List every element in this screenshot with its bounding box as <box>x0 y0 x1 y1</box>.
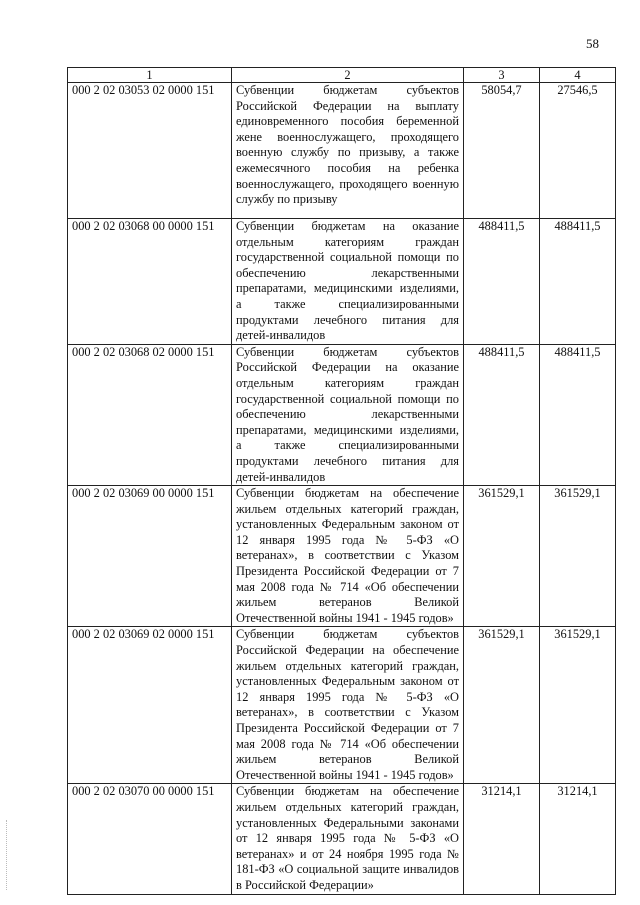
description: Субвенции бюджетам субъектов Российской Федерации на обеспечение жильем отдельных категорий граждан, установленных Федеральным законом от 12 января 1995 года № 5-ФЗ «О ветеранах», в соответствии с Указом Президента Российской Федерации от 7 мая 2008 года № 714 «Об обеспечении жильем ветеранов Великой Отечественной войны 1941 - 1945 годов» <box>232 627 464 784</box>
page-number: 58 <box>586 36 599 51</box>
value-column-3: 58054,7 <box>464 83 540 219</box>
table-header <box>68 68 616 83</box>
budget-code: 000 2 02 03070 00 0000 151 <box>68 784 232 894</box>
budget-code: 000 2 02 03053 02 0000 151 <box>68 83 232 219</box>
table-body <box>68 83 616 895</box>
column-header-1: 1 <box>68 68 232 83</box>
value-column-4: 361529,1 <box>540 486 616 627</box>
description: Субвенции бюджетам на обеспечение жильем отдельных категорий граждан, установленных Федеральными законами от 12 января 1995 года № 5-ФЗ «О ветеранах» и от 24 ноября 1995 года № 181-ФЗ «О социальной защите инвалидов в Российской Федерации» <box>232 784 464 894</box>
description: Субвенции бюджетам на оказание отдельным категориям граждан государственной социальной помощи по обеспечению лекарственными препаратами, медицинскими изделиями, а также специализированными продуктами лечебного питания для детей-инвалидов <box>232 219 464 345</box>
value-column-4: 488411,5 <box>540 344 616 485</box>
header-row <box>68 68 616 83</box>
description: Субвенции бюджетам на обеспечение жильем отдельных категорий граждан, установленных Федеральным законом от 12 января 1995 года № 5-ФЗ «О ветеранах», в соответствии с Указом Президента Российской Федерации от 7 мая 2008 года № 714 «Об обеспечении жильем ветеранов Великой Отечественной войны 1941 - 1945 годов» <box>232 486 464 627</box>
table-row <box>68 83 616 219</box>
table-row <box>68 486 616 627</box>
table-row <box>68 784 616 894</box>
budget-code: 000 2 02 03069 02 0000 151 <box>68 627 232 784</box>
value-column-4: 488411,5 <box>540 219 616 345</box>
column-header-4: 4 <box>540 68 616 83</box>
column-header-3: 3 <box>464 68 540 83</box>
budget-code: 000 2 02 03069 00 0000 151 <box>68 486 232 627</box>
column-header-2: 2 <box>232 68 464 83</box>
value-column-3: 488411,5 <box>464 344 540 485</box>
value-column-4: 31214,1 <box>540 784 616 894</box>
table-row <box>68 344 616 485</box>
budget-code: 000 2 02 03068 00 0000 151 <box>68 219 232 345</box>
table-row <box>68 219 616 345</box>
value-column-4: 361529,1 <box>540 627 616 784</box>
scan-edge-mark <box>6 820 8 890</box>
description: Субвенции бюджетам субъектов Российской Федерации на оказание отдельным категориям граждан государственной социальной помощи по обеспечению лекарственными препаратами, медицинскими изделиями, а также специализированными продуктами лечебного питания для детей-инвалидов <box>232 344 464 485</box>
budget-table <box>67 67 616 895</box>
value-column-3: 361529,1 <box>464 486 540 627</box>
value-column-4: 27546,5 <box>540 83 616 219</box>
description: Субвенции бюджетам субъектов Российской Федерации на выплату единовременного пособия беременной жене военнослужащего, проходящего военную службу по призыву, а также ежемесячного пособия на ребенка военнослужащего, проходящего военную службу по призыву <box>232 83 464 219</box>
value-column-3: 31214,1 <box>464 784 540 894</box>
value-column-3: 488411,5 <box>464 219 540 345</box>
value-column-3: 361529,1 <box>464 627 540 784</box>
table-row <box>68 627 616 784</box>
budget-code: 000 2 02 03068 02 0000 151 <box>68 344 232 485</box>
